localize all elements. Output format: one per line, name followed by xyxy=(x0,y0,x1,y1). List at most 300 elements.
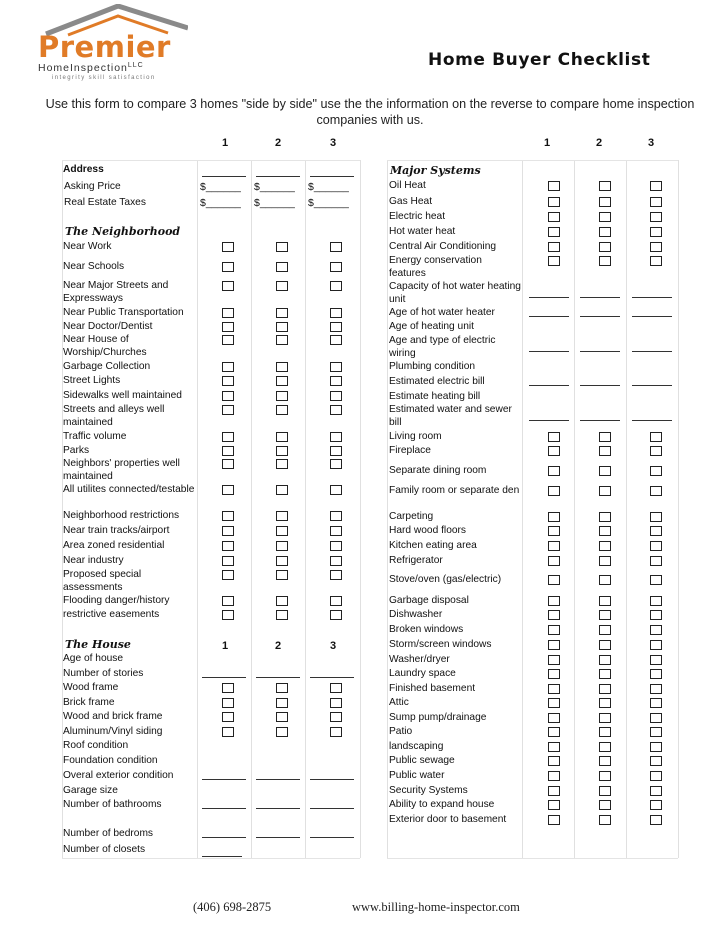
major-systems-item-label: Energy conservation features xyxy=(389,255,482,279)
major-systems-checkbox-home-1[interactable] xyxy=(548,212,560,222)
major-systems-checkbox-home-3[interactable] xyxy=(650,698,662,708)
major-systems-item-label: Dishwasher xyxy=(389,609,443,620)
house-item-label: Age of house xyxy=(63,653,124,664)
major-systems-item-label: Attic xyxy=(389,697,409,708)
major-systems-item-label: Separate dining room xyxy=(389,465,487,476)
major-systems-checkbox-home-1[interactable] xyxy=(548,684,560,694)
major-systems-checkbox-home-2[interactable] xyxy=(599,242,611,252)
major-systems-answer-blank[interactable] xyxy=(529,385,569,386)
major-systems-checkbox-home-1[interactable] xyxy=(548,541,560,551)
major-systems-checkbox-home-3[interactable] xyxy=(650,655,662,665)
major-systems-checkbox-home-2[interactable] xyxy=(599,771,611,781)
house-answer-blank[interactable] xyxy=(202,677,246,678)
major-systems-checkbox-home-3[interactable] xyxy=(650,556,662,566)
major-systems-answer-blank[interactable] xyxy=(580,351,620,352)
house-item-label: Foundation condition xyxy=(63,755,158,766)
house-item-label: Garage size xyxy=(63,785,118,796)
neighborhood-checkbox-home-2[interactable] xyxy=(276,405,288,415)
address-label: Address xyxy=(63,164,104,175)
major-systems-checkbox-home-2[interactable] xyxy=(599,227,611,237)
major-systems-checkbox-home-2[interactable] xyxy=(599,655,611,665)
neighborhood-checkbox-home-1[interactable] xyxy=(222,322,234,332)
neighborhood-checkbox-home-2[interactable] xyxy=(276,281,288,291)
major-systems-checkbox-home-3[interactable] xyxy=(650,713,662,723)
dollar-amount-field[interactable]: $______ xyxy=(308,181,349,193)
grid-line-vertical xyxy=(305,160,306,858)
major-systems-item-label: Oil Heat xyxy=(389,180,426,191)
house-checkbox-home-3[interactable] xyxy=(330,683,342,693)
major-systems-checkbox-home-1[interactable] xyxy=(548,556,560,566)
major-systems-item-label: Age of hot water heater xyxy=(389,307,495,318)
major-systems-checkbox-home-3[interactable] xyxy=(650,575,662,585)
major-systems-checkbox-home-3[interactable] xyxy=(650,446,662,456)
major-systems-item-label: Security Systems xyxy=(389,785,468,796)
neighborhood-checkbox-home-2[interactable] xyxy=(276,446,288,456)
major-systems-checkbox-home-3[interactable] xyxy=(650,242,662,252)
major-systems-checkbox-home-3[interactable] xyxy=(650,800,662,810)
house-item-label: Wood frame xyxy=(63,682,119,693)
major-systems-checkbox-home-3[interactable] xyxy=(650,742,662,752)
dollar-amount-field[interactable]: $______ xyxy=(254,181,295,193)
grid-line-vertical xyxy=(360,160,361,858)
neighborhood-checkbox-home-1[interactable] xyxy=(222,556,234,566)
major-systems-item-label: Laundry space xyxy=(389,668,456,679)
major-systems-checkbox-home-2[interactable] xyxy=(599,526,611,536)
major-systems-checkbox-home-3[interactable] xyxy=(650,727,662,737)
major-systems-checkbox-home-3[interactable] xyxy=(650,756,662,766)
major-systems-checkbox-home-1[interactable] xyxy=(548,466,560,476)
neighborhood-checkbox-home-3[interactable] xyxy=(330,570,342,580)
major-systems-answer-blank[interactable] xyxy=(529,351,569,352)
house-answer-blank[interactable] xyxy=(202,808,246,809)
major-systems-checkbox-home-3[interactable] xyxy=(650,771,662,781)
column-header-1: 1 xyxy=(222,640,229,652)
neighborhood-checkbox-home-1[interactable] xyxy=(222,541,234,551)
house-item-label: Brick frame xyxy=(63,697,115,708)
major-systems-item-label: Finished basement xyxy=(389,683,476,694)
neighborhood-checkbox-home-2[interactable] xyxy=(276,511,288,521)
major-systems-item-label: Ability to expand house xyxy=(389,799,495,810)
major-systems-answer-blank[interactable] xyxy=(580,385,620,386)
major-systems-checkbox-home-3[interactable] xyxy=(650,512,662,522)
footer-phone: (406) 698-2875 xyxy=(193,900,272,914)
neighborhood-checkbox-home-2[interactable] xyxy=(276,391,288,401)
major-systems-answer-blank[interactable] xyxy=(632,316,672,317)
major-systems-checkbox-home-1[interactable] xyxy=(548,596,560,606)
neighborhood-item-label: Flooding danger/history xyxy=(63,595,170,606)
major-systems-checkbox-home-2[interactable] xyxy=(599,541,611,551)
neighborhood-checkbox-home-2[interactable] xyxy=(276,541,288,551)
section-title-neighborhood: The Neighborhood xyxy=(65,225,181,238)
neighborhood-checkbox-home-1[interactable] xyxy=(222,432,234,442)
major-systems-item-label: Family room or separate den xyxy=(389,485,520,496)
major-systems-checkbox-home-2[interactable] xyxy=(599,446,611,456)
major-systems-checkbox-home-3[interactable] xyxy=(650,227,662,237)
major-systems-checkbox-home-3[interactable] xyxy=(650,432,662,442)
major-systems-checkbox-home-1[interactable] xyxy=(548,610,560,620)
major-systems-checkbox-home-3[interactable] xyxy=(650,526,662,536)
major-systems-checkbox-home-3[interactable] xyxy=(650,256,662,266)
grid-line-vertical xyxy=(678,160,679,858)
logo-wordmark: Premier xyxy=(38,30,171,64)
house-item-label: Wood and brick frame xyxy=(63,711,163,722)
major-systems-checkbox-home-1[interactable] xyxy=(548,771,560,781)
grid-line-vertical xyxy=(574,160,575,858)
major-systems-item-label: Estimated water and sewer bill xyxy=(389,404,512,428)
major-systems-checkbox-home-2[interactable] xyxy=(599,256,611,266)
major-systems-item-label: Age of heating unit xyxy=(389,321,474,332)
neighborhood-checkbox-home-2[interactable] xyxy=(276,335,288,345)
major-systems-checkbox-home-1[interactable] xyxy=(548,197,560,207)
major-systems-checkbox-home-3[interactable] xyxy=(650,625,662,635)
neighborhood-checkbox-home-3[interactable] xyxy=(330,511,342,521)
neighborhood-checkbox-home-2[interactable] xyxy=(276,362,288,372)
neighborhood-item-label: Streets and alleys well maintained xyxy=(63,404,165,428)
neighborhood-checkbox-home-1[interactable] xyxy=(222,405,234,415)
house-answer-blank[interactable] xyxy=(202,856,242,857)
house-answer-blank[interactable] xyxy=(256,779,300,780)
major-systems-checkbox-home-2[interactable] xyxy=(599,212,611,222)
major-systems-checkbox-home-2[interactable] xyxy=(599,669,611,679)
column-header-2: 2 xyxy=(275,640,282,652)
neighborhood-checkbox-home-3[interactable] xyxy=(330,596,342,606)
major-systems-answer-blank[interactable] xyxy=(580,297,620,298)
neighborhood-checkbox-home-3[interactable] xyxy=(330,262,342,272)
major-systems-item-label: Gas Heat xyxy=(389,196,433,207)
major-systems-checkbox-home-1[interactable] xyxy=(548,815,560,825)
neighborhood-checkbox-home-2[interactable] xyxy=(276,262,288,272)
house-checkbox-home-1[interactable] xyxy=(222,683,234,693)
major-systems-checkbox-home-2[interactable] xyxy=(599,556,611,566)
neighborhood-checkbox-home-3[interactable] xyxy=(330,362,342,372)
major-systems-checkbox-home-3[interactable] xyxy=(650,610,662,620)
major-systems-checkbox-home-1[interactable] xyxy=(548,800,560,810)
house-item-label: Aluminum/Vinyl siding xyxy=(63,726,163,737)
major-systems-checkbox-home-1[interactable] xyxy=(548,181,560,191)
neighborhood-checkbox-home-1[interactable] xyxy=(222,376,234,386)
major-systems-item-label: Storm/screen windows xyxy=(389,639,492,650)
major-systems-item-label: Sump pump/drainage xyxy=(389,712,487,723)
major-systems-answer-blank[interactable] xyxy=(632,351,672,352)
neighborhood-item-label: Garbage Collection xyxy=(63,361,151,372)
major-systems-item-label: Patio xyxy=(389,726,413,737)
price-row-label: Real Estate Taxes xyxy=(64,197,146,208)
neighborhood-checkbox-home-3[interactable] xyxy=(330,281,342,291)
neighborhood-checkbox-home-1[interactable] xyxy=(222,262,234,272)
neighborhood-item-label: restrictive easements xyxy=(63,609,160,620)
neighborhood-checkbox-home-1[interactable] xyxy=(222,391,234,401)
neighborhood-checkbox-home-3[interactable] xyxy=(330,485,342,495)
neighborhood-checkbox-home-1[interactable] xyxy=(222,610,234,620)
neighborhood-checkbox-home-3[interactable] xyxy=(330,610,342,620)
price-row-label: Asking Price xyxy=(64,181,121,192)
major-systems-checkbox-home-2[interactable] xyxy=(599,756,611,766)
neighborhood-checkbox-home-2[interactable] xyxy=(276,596,288,606)
major-systems-checkbox-home-1[interactable] xyxy=(548,575,560,585)
page-title: Home Buyer Checklist xyxy=(428,50,651,70)
major-systems-checkbox-home-3[interactable] xyxy=(650,640,662,650)
house-answer-blank[interactable] xyxy=(256,808,300,809)
neighborhood-item-label: Near Major Streets and Expressways xyxy=(63,280,169,304)
major-systems-checkbox-home-1[interactable] xyxy=(548,669,560,679)
neighborhood-checkbox-home-3[interactable] xyxy=(330,376,342,386)
neighborhood-checkbox-home-2[interactable] xyxy=(276,485,288,495)
dollar-amount-field[interactable]: $______ xyxy=(308,197,349,209)
major-systems-checkbox-home-1[interactable] xyxy=(548,698,560,708)
neighborhood-checkbox-home-2[interactable] xyxy=(276,308,288,318)
house-answer-blank[interactable] xyxy=(310,779,354,780)
house-answer-blank[interactable] xyxy=(202,779,246,780)
major-systems-item-label: landscaping xyxy=(389,741,444,752)
major-systems-answer-blank[interactable] xyxy=(529,420,569,421)
major-systems-checkbox-home-2[interactable] xyxy=(599,684,611,694)
major-systems-item-label: Age and type of electric wiring xyxy=(389,335,496,359)
major-systems-item-label: Public water xyxy=(389,770,445,781)
major-systems-answer-blank[interactable] xyxy=(529,316,569,317)
major-systems-checkbox-home-3[interactable] xyxy=(650,596,662,606)
neighborhood-checkbox-home-1[interactable] xyxy=(222,511,234,521)
major-systems-checkbox-home-2[interactable] xyxy=(599,625,611,635)
major-systems-item-label: Broken windows xyxy=(389,624,464,635)
house-answer-blank[interactable] xyxy=(310,808,354,809)
major-systems-checkbox-home-1[interactable] xyxy=(548,742,560,752)
neighborhood-checkbox-home-3[interactable] xyxy=(330,432,342,442)
neighborhood-checkbox-home-3[interactable] xyxy=(330,308,342,318)
house-item-label: Overal exterior condition xyxy=(63,770,174,781)
major-systems-checkbox-home-2[interactable] xyxy=(599,197,611,207)
major-systems-item-label: Stove/oven (gas/electric) xyxy=(389,574,502,585)
major-systems-item-label: Garbage disposal xyxy=(389,595,469,606)
dollar-amount-field[interactable]: $______ xyxy=(200,197,241,209)
major-systems-checkbox-home-1[interactable] xyxy=(548,486,560,496)
major-systems-checkbox-home-1[interactable] xyxy=(548,446,560,456)
house-answer-blank[interactable] xyxy=(310,837,354,838)
grid-line-vertical xyxy=(251,160,252,858)
major-systems-checkbox-home-2[interactable] xyxy=(599,742,611,752)
major-systems-answer-blank[interactable] xyxy=(529,297,569,298)
major-systems-checkbox-home-2[interactable] xyxy=(599,466,611,476)
neighborhood-item-label: Near Doctor/Dentist xyxy=(63,321,153,332)
major-systems-checkbox-home-3[interactable] xyxy=(650,684,662,694)
major-systems-checkbox-home-2[interactable] xyxy=(599,575,611,585)
neighborhood-checkbox-home-1[interactable] xyxy=(222,459,234,469)
neighborhood-item-label: Near Public Transportation xyxy=(63,307,184,318)
neighborhood-checkbox-home-2[interactable] xyxy=(276,242,288,252)
house-checkbox-home-1[interactable] xyxy=(222,727,234,737)
company-logo xyxy=(18,4,198,80)
major-systems-item-label: Estimated electric bill xyxy=(389,376,485,387)
major-systems-checkbox-home-1[interactable] xyxy=(548,512,560,522)
house-checkbox-home-3[interactable] xyxy=(330,698,342,708)
major-systems-checkbox-home-3[interactable] xyxy=(650,786,662,796)
section-title-house: The House xyxy=(65,638,131,651)
house-answer-blank[interactable] xyxy=(256,837,300,838)
neighborhood-checkbox-home-3[interactable] xyxy=(330,405,342,415)
neighborhood-item-label: Parks xyxy=(63,445,90,456)
major-systems-checkbox-home-3[interactable] xyxy=(650,486,662,496)
neighborhood-checkbox-home-3[interactable] xyxy=(330,556,342,566)
grid-line-horizontal xyxy=(387,160,678,161)
major-systems-checkbox-home-2[interactable] xyxy=(599,727,611,737)
house-answer-blank[interactable] xyxy=(256,677,300,678)
logo-subtitle: HomeInspection$^{LLC}$ xyxy=(38,62,144,74)
address-blank[interactable] xyxy=(202,176,246,177)
neighborhood-item-label: Traffic volume xyxy=(63,431,127,442)
major-systems-checkbox-home-2[interactable] xyxy=(599,698,611,708)
neighborhood-checkbox-home-1[interactable] xyxy=(222,485,234,495)
neighborhood-checkbox-home-2[interactable] xyxy=(276,376,288,386)
neighborhood-checkbox-home-1[interactable] xyxy=(222,362,234,372)
neighborhood-checkbox-home-2[interactable] xyxy=(276,459,288,469)
grid-line-vertical xyxy=(387,160,388,858)
neighborhood-checkbox-home-1[interactable] xyxy=(222,596,234,606)
major-systems-checkbox-home-2[interactable] xyxy=(599,815,611,825)
house-item-label: Number of closets xyxy=(63,844,146,855)
neighborhood-checkbox-home-3[interactable] xyxy=(330,459,342,469)
house-checkbox-home-3[interactable] xyxy=(330,727,342,737)
major-systems-item-label: Kitchen eating area xyxy=(389,540,477,551)
grid-line-vertical xyxy=(522,160,523,858)
column-header-3: 3 xyxy=(330,640,337,652)
neighborhood-checkbox-home-1[interactable] xyxy=(222,281,234,291)
grid-line-vertical xyxy=(626,160,627,858)
neighborhood-checkbox-home-3[interactable] xyxy=(330,335,342,345)
major-systems-item-label: Hot water heat xyxy=(389,226,456,237)
major-systems-checkbox-home-2[interactable] xyxy=(599,800,611,810)
major-systems-checkbox-home-2[interactable] xyxy=(599,181,611,191)
major-systems-answer-blank[interactable] xyxy=(580,420,620,421)
neighborhood-checkbox-home-2[interactable] xyxy=(276,570,288,580)
neighborhood-checkbox-home-1[interactable] xyxy=(222,335,234,345)
major-systems-checkbox-home-1[interactable] xyxy=(548,727,560,737)
major-systems-item-label: Hard wood floors xyxy=(389,525,467,536)
column-header-1: 1 xyxy=(222,137,229,149)
major-systems-checkbox-home-1[interactable] xyxy=(548,713,560,723)
neighborhood-checkbox-home-3[interactable] xyxy=(330,391,342,401)
major-systems-checkbox-home-1[interactable] xyxy=(548,625,560,635)
major-systems-answer-blank[interactable] xyxy=(632,385,672,386)
major-systems-item-label: Fireplace xyxy=(389,445,431,456)
column-header-3: 3 xyxy=(330,137,337,149)
neighborhood-checkbox-home-1[interactable] xyxy=(222,570,234,580)
major-systems-checkbox-home-1[interactable] xyxy=(548,432,560,442)
address-blank[interactable] xyxy=(256,176,300,177)
house-checkbox-home-2[interactable] xyxy=(276,727,288,737)
neighborhood-checkbox-home-3[interactable] xyxy=(330,446,342,456)
neighborhood-checkbox-home-3[interactable] xyxy=(330,526,342,536)
grid-line-horizontal xyxy=(62,160,360,161)
neighborhood-checkbox-home-1[interactable] xyxy=(222,446,234,456)
major-systems-item-label: Carpeting xyxy=(389,511,434,522)
major-systems-checkbox-home-2[interactable] xyxy=(599,596,611,606)
house-checkbox-home-2[interactable] xyxy=(276,712,288,722)
major-systems-checkbox-home-3[interactable] xyxy=(650,466,662,476)
footer-website: www.billing-home-inspector.com xyxy=(352,900,520,914)
major-systems-item-label: Capacity of hot water heating unit xyxy=(389,281,521,305)
major-systems-checkbox-home-2[interactable] xyxy=(599,610,611,620)
major-systems-checkbox-home-3[interactable] xyxy=(650,669,662,679)
column-header-3: 3 xyxy=(648,137,655,149)
major-systems-item-label: Central Air Conditioning xyxy=(389,241,497,252)
address-blank[interactable] xyxy=(310,176,354,177)
major-systems-checkbox-home-1[interactable] xyxy=(548,640,560,650)
major-systems-checkbox-home-2[interactable] xyxy=(599,486,611,496)
house-checkbox-home-1[interactable] xyxy=(222,698,234,708)
neighborhood-item-label: Neighbors' properties well maintained xyxy=(63,458,180,482)
house-checkbox-home-2[interactable] xyxy=(276,698,288,708)
major-systems-answer-blank[interactable] xyxy=(632,297,672,298)
major-systems-item-label: Plumbing condition xyxy=(389,361,476,372)
major-systems-item-label: Living room xyxy=(389,431,442,442)
house-checkbox-home-2[interactable] xyxy=(276,683,288,693)
neighborhood-checkbox-home-3[interactable] xyxy=(330,322,342,332)
neighborhood-checkbox-home-2[interactable] xyxy=(276,432,288,442)
neighborhood-item-label: Street Lights xyxy=(63,375,121,386)
major-systems-checkbox-home-2[interactable] xyxy=(599,786,611,796)
column-header-1: 1 xyxy=(544,137,551,149)
major-systems-checkbox-home-3[interactable] xyxy=(650,181,662,191)
major-systems-checkbox-home-1[interactable] xyxy=(548,227,560,237)
house-item-label: Number of bedroms xyxy=(63,828,154,839)
neighborhood-checkbox-home-1[interactable] xyxy=(222,526,234,536)
neighborhood-checkbox-home-1[interactable] xyxy=(222,242,234,252)
house-answer-blank[interactable] xyxy=(202,837,246,838)
major-systems-checkbox-home-1[interactable] xyxy=(548,526,560,536)
neighborhood-checkbox-home-3[interactable] xyxy=(330,541,342,551)
neighborhood-checkbox-home-3[interactable] xyxy=(330,242,342,252)
neighborhood-item-label: Neighborhood restrictions xyxy=(63,510,180,521)
house-checkbox-home-3[interactable] xyxy=(330,712,342,722)
major-systems-checkbox-home-3[interactable] xyxy=(650,197,662,207)
major-systems-item-label: Estimate heating bill xyxy=(389,391,481,402)
neighborhood-checkbox-home-2[interactable] xyxy=(276,556,288,566)
major-systems-checkbox-home-3[interactable] xyxy=(650,212,662,222)
grid-line-horizontal xyxy=(62,858,360,859)
major-systems-checkbox-home-2[interactable] xyxy=(599,713,611,723)
intro-text: Use this form to compare 3 homes "side by side" use the the information on the reverse to compare home inspection companies with us. xyxy=(45,97,695,127)
neighborhood-item-label: Near House of Worship/Churches xyxy=(63,334,147,358)
logo-tagline: integrity skill satisfaction xyxy=(52,75,156,81)
major-systems-checkbox-home-1[interactable] xyxy=(548,786,560,796)
neighborhood-checkbox-home-1[interactable] xyxy=(222,308,234,318)
major-systems-checkbox-home-1[interactable] xyxy=(548,256,560,266)
major-systems-checkbox-home-2[interactable] xyxy=(599,432,611,442)
neighborhood-item-label: Near train tracks/airport xyxy=(63,525,170,536)
major-systems-answer-blank[interactable] xyxy=(580,316,620,317)
major-systems-checkbox-home-2[interactable] xyxy=(599,512,611,522)
major-systems-checkbox-home-3[interactable] xyxy=(650,815,662,825)
neighborhood-checkbox-home-2[interactable] xyxy=(276,526,288,536)
neighborhood-checkbox-home-2[interactable] xyxy=(276,610,288,620)
house-answer-blank[interactable] xyxy=(310,677,354,678)
house-checkbox-home-1[interactable] xyxy=(222,712,234,722)
major-systems-checkbox-home-3[interactable] xyxy=(650,541,662,551)
column-header-2: 2 xyxy=(596,137,603,149)
house-item-label: Roof condition xyxy=(63,740,129,751)
dollar-amount-field[interactable]: $______ xyxy=(254,197,295,209)
neighborhood-item-label: Area zoned residential xyxy=(63,540,165,551)
major-systems-checkbox-home-1[interactable] xyxy=(548,655,560,665)
neighborhood-item-label: All utilites connected/testable xyxy=(63,484,195,495)
major-systems-checkbox-home-2[interactable] xyxy=(599,640,611,650)
column-header-2: 2 xyxy=(275,137,282,149)
neighborhood-checkbox-home-2[interactable] xyxy=(276,322,288,332)
major-systems-checkbox-home-1[interactable] xyxy=(548,242,560,252)
major-systems-checkbox-home-1[interactable] xyxy=(548,756,560,766)
dollar-amount-field[interactable]: $______ xyxy=(200,181,241,193)
major-systems-answer-blank[interactable] xyxy=(632,420,672,421)
major-systems-item-label: Electric heat xyxy=(389,211,446,222)
